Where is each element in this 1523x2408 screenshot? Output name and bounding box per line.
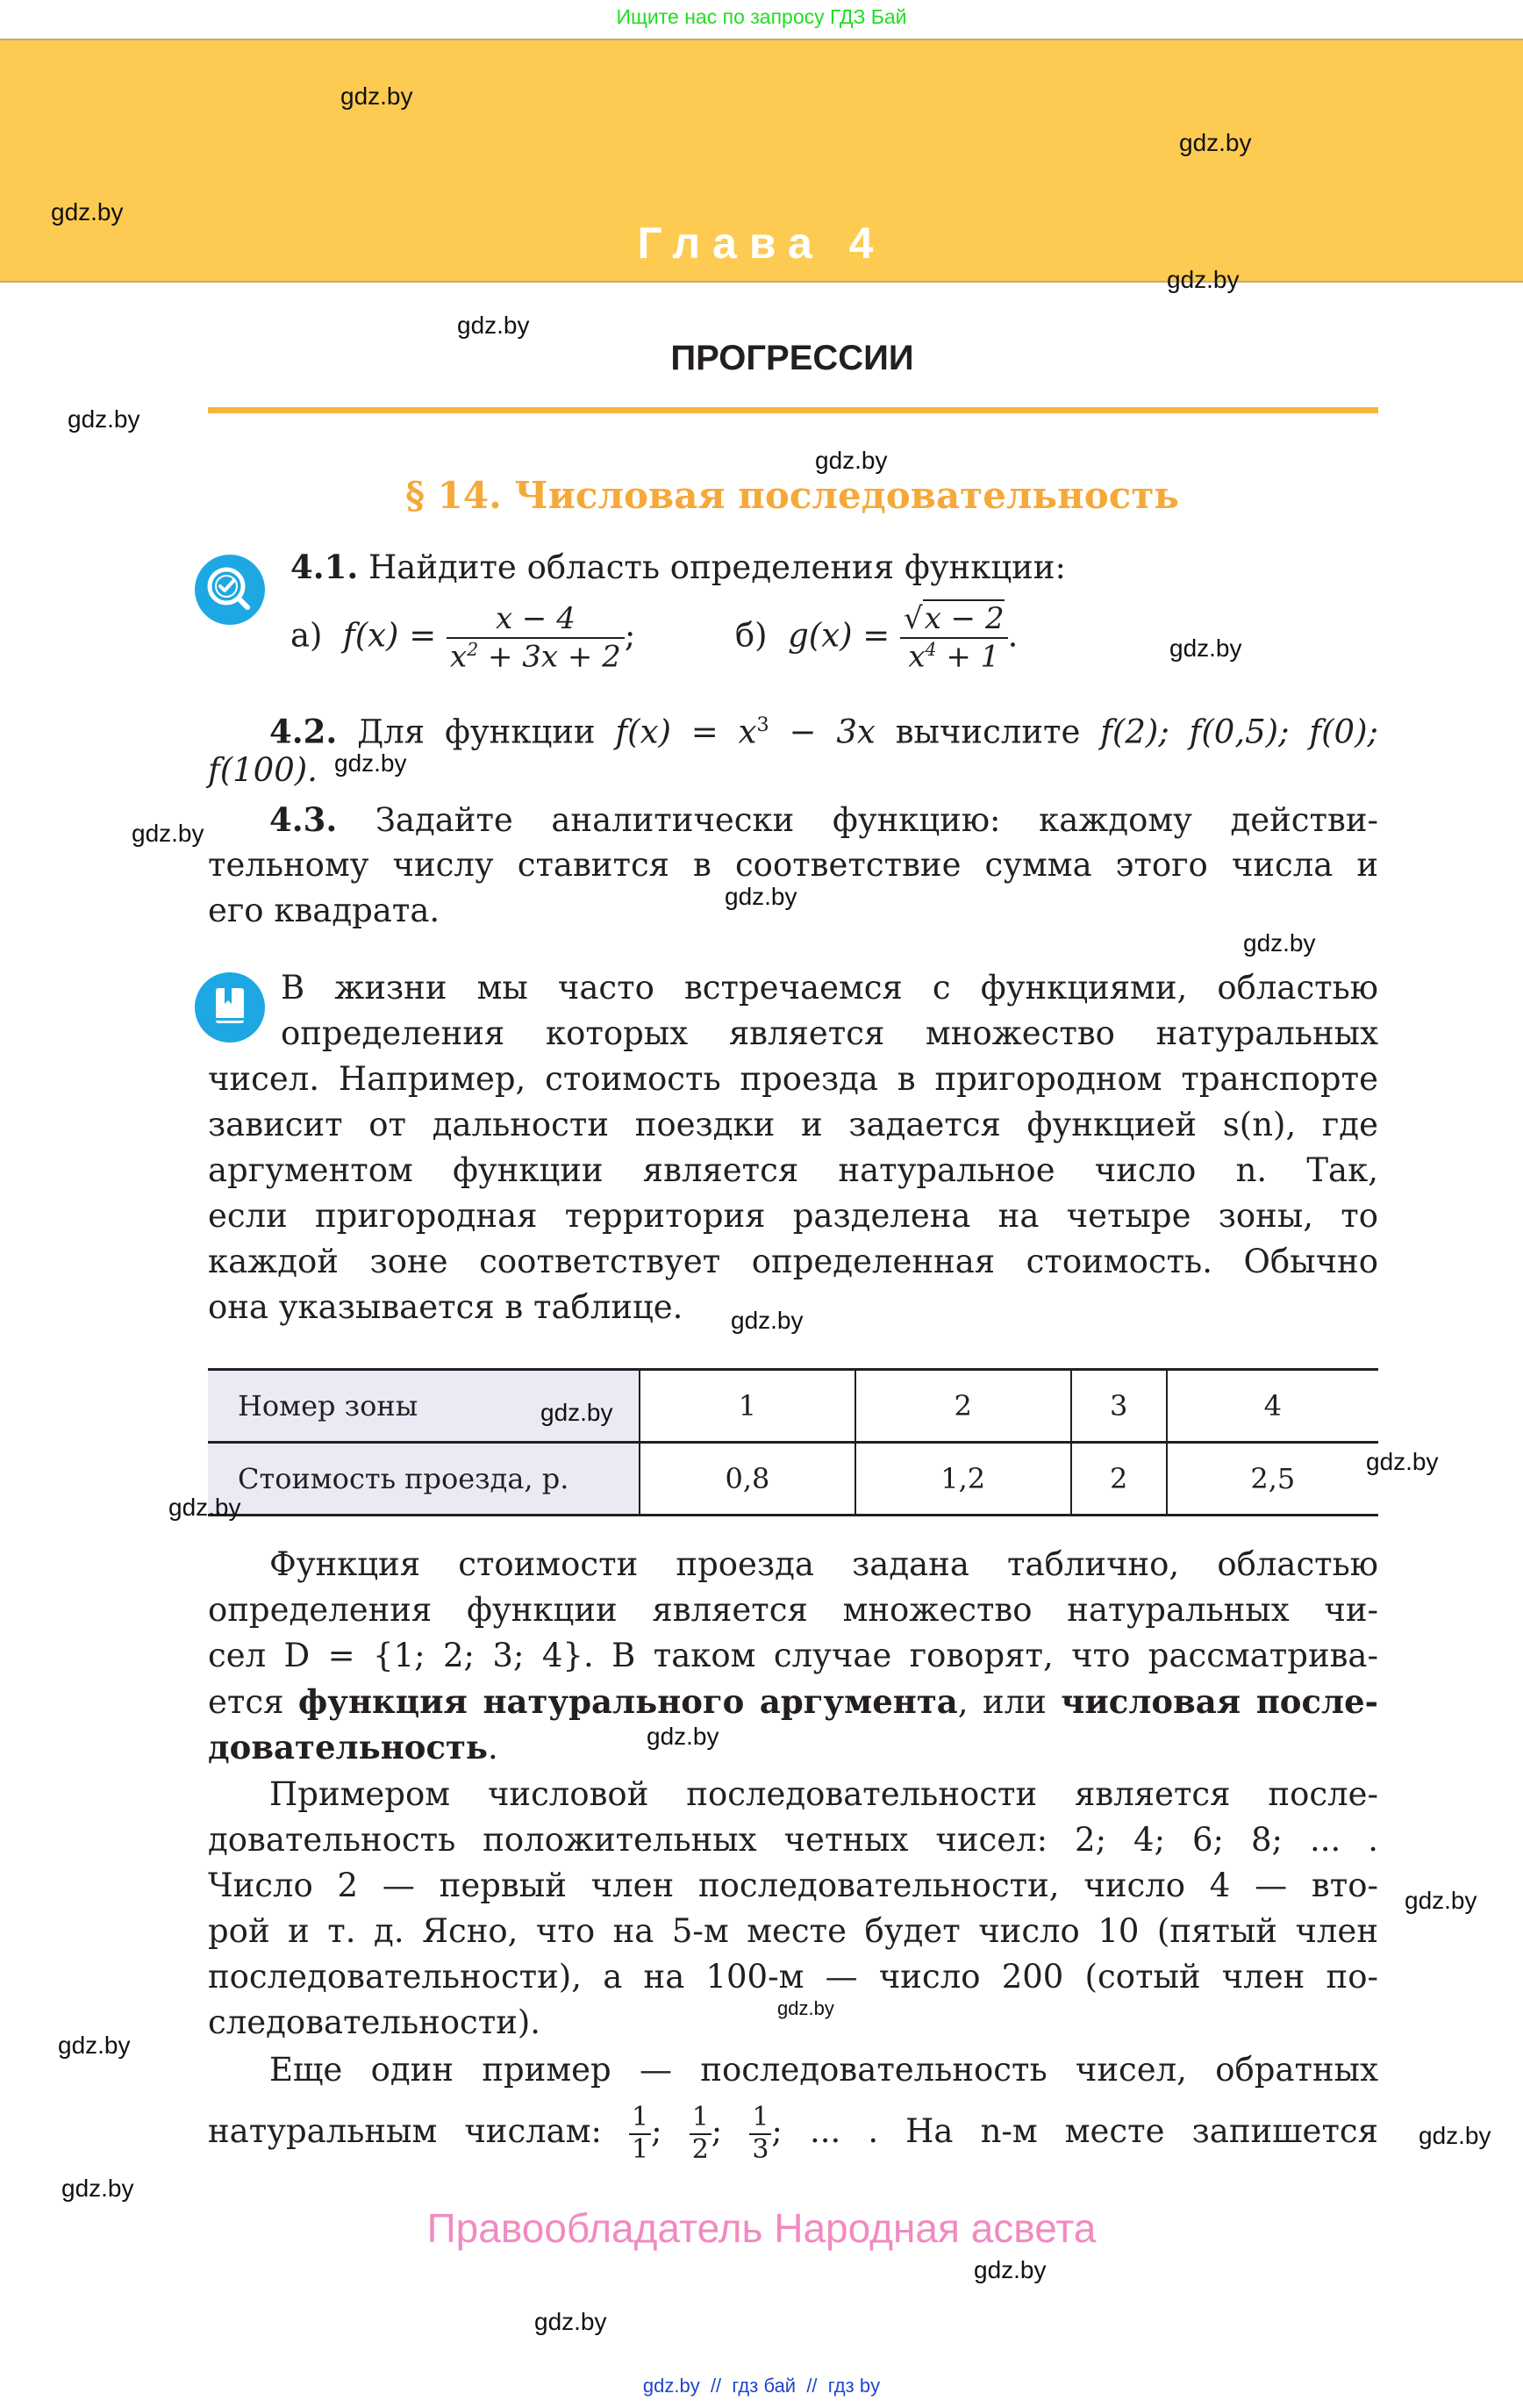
numerator: [900, 601, 1008, 639]
exercise-number: 4.2.: [269, 712, 338, 751]
formula: − 3x: [769, 713, 876, 751]
text: Для функции: [337, 713, 616, 751]
watermark: gdz.by: [168, 1494, 241, 1521]
exercise-number: 4.3.: [269, 800, 338, 839]
copyright-owner: Правообладатель Народная асвета: [426, 2205, 1097, 2251]
watermark: gdz.by: [132, 820, 204, 847]
theory-line: если пригородная территория разделена на четыре зоны, то: [208, 1197, 1378, 1235]
watermark: gdz.by: [777, 1997, 834, 2019]
section-title: § 14. Числовая последовательность: [405, 474, 1179, 517]
watermark: gdz.by: [457, 312, 530, 339]
part-title: ПРОГРЕССИИ: [670, 339, 914, 377]
fraction: [749, 2103, 771, 2165]
theory-line: каждой зоне соответствует определенная стоимость. Обычно: [208, 1243, 1378, 1280]
den-base: x: [450, 639, 468, 675]
paragraph-line: Примером числовой последовательности является после-: [269, 1775, 1378, 1813]
formula: f(x) = x: [615, 713, 757, 751]
watermark: gdz.by: [340, 82, 413, 110]
text: натуральным числам:: [208, 2112, 630, 2150]
den-rest: + 3x + 2: [478, 639, 621, 675]
top-search-banner: Ищите нас по запросу ГДЗ Бай: [616, 5, 907, 28]
exercise-4-1: [290, 544, 1378, 591]
denominator: [447, 639, 625, 675]
exercise-4-1-formulas: [290, 601, 1018, 675]
table-cell: 1,2: [855, 1443, 1071, 1516]
term-bold: функция натурального аргумента: [297, 1682, 958, 1721]
paragraph-line: Функция стоимости проезда задана таблично, областью: [269, 1545, 1378, 1583]
paragraph-line: [208, 2103, 1378, 2165]
punct: ;: [771, 2112, 783, 2150]
watermark: gdz.by: [1179, 129, 1252, 156]
fraction-a: [447, 601, 625, 675]
text: , или: [957, 1683, 1062, 1721]
theory-line: чисел. Например, стоимость проезда в пригородном транспорте: [208, 1060, 1378, 1098]
den-exp: 2: [467, 638, 479, 660]
table-cell: 4: [1167, 1370, 1378, 1443]
footer-links[interactable]: gdz.by // гдз бай // гдз by: [642, 2375, 881, 2397]
watermark: gdz.by: [815, 447, 888, 474]
watermark: gdz.by: [334, 749, 407, 777]
theory-line: В жизни мы часто встречаемся с функциями, областью: [281, 969, 1378, 1007]
fraction: [629, 2103, 651, 2165]
exercise-number: 4.1.: [290, 548, 359, 586]
exercise-4-3-line2: тельному числу ставится в соответствие сумма этого числа и: [208, 846, 1378, 884]
table-cell: 2,5: [1167, 1443, 1378, 1516]
theory-line: она указывается в таблице.: [208, 1288, 683, 1326]
term-bold: довательность: [208, 1728, 489, 1767]
watermark: gdz.by: [725, 883, 797, 910]
paragraph-line: последовательности), а на 100-м — число 200 (сотый член по-: [208, 1958, 1378, 1996]
magnifier-check-icon: [195, 555, 265, 625]
table-cell: 0,8: [640, 1443, 855, 1516]
theory-line: определения которых является множество натуральных: [281, 1014, 1378, 1052]
table-row: [208, 1443, 1378, 1516]
paragraph-line: [208, 1724, 1378, 1771]
table-cell: 3: [1071, 1370, 1167, 1443]
denominator: 1: [632, 2133, 649, 2165]
values: f(100).: [208, 751, 318, 789]
punct: .: [1007, 616, 1019, 655]
watermark: gdz.by: [51, 198, 124, 226]
watermark: gdz.by: [61, 2175, 134, 2202]
punct: ;: [651, 2112, 662, 2150]
watermark: gdz.by: [974, 2256, 1047, 2283]
formula-lhs-b: g(x) =: [788, 616, 890, 655]
text: Задайте аналитически функцию: каждому действи-: [337, 801, 1378, 839]
paragraph-line: следовательности).: [208, 2003, 541, 2041]
watermark: gdz.by: [68, 405, 140, 433]
radicand: x − 2: [924, 601, 1005, 636]
watermark: gdz.by: [1169, 634, 1242, 662]
book-icon: [195, 972, 265, 1043]
watermark: gdz.by: [731, 1307, 804, 1334]
punct: ;: [624, 616, 636, 655]
paragraph-line: рой и т. д. Ясно, что на 5-м месте будет число 10 (пятый член: [208, 1912, 1378, 1950]
table-cell: 1: [640, 1370, 855, 1443]
paragraph-line: Число 2 — первый член последовательности, число 4 — вто-: [208, 1867, 1378, 1904]
table-row: [208, 1370, 1378, 1443]
watermark: gdz.by: [1167, 266, 1240, 293]
table-cell: 2: [855, 1370, 1071, 1443]
denominator: 2: [691, 2133, 709, 2165]
denominator: [900, 639, 1008, 675]
exponent: 3: [756, 713, 769, 736]
text: ется: [208, 1683, 298, 1721]
values: f(2); f(0,5); f(0);: [1100, 713, 1379, 751]
text: ... . На n-м месте запишется: [809, 2112, 1378, 2150]
paragraph-line: определения функции является множество натуральных чи-: [208, 1591, 1378, 1629]
watermark: gdz.by: [540, 1399, 613, 1426]
den-base: x: [908, 639, 926, 675]
theory-line: аргументом функции является натуральное число n. Так,: [208, 1151, 1378, 1189]
watermark: gdz.by: [534, 2308, 607, 2335]
paragraph-line: сел D = {1; 2; 3; 4}. В таком случае говорят, что рассматрива-: [208, 1637, 1378, 1674]
paragraph-line: [208, 1679, 1378, 1725]
row-label: Номер зоны: [208, 1370, 640, 1443]
numerator: 1: [690, 2103, 711, 2135]
text: вычислите: [875, 713, 1101, 751]
item-label-b: б): [734, 616, 768, 655]
punct: ;: [711, 2112, 723, 2150]
item-label-a: а): [290, 616, 323, 655]
den-rest: + 1: [936, 639, 1000, 675]
watermark: gdz.by: [58, 2032, 131, 2059]
chapter-title: Глава 4: [637, 219, 886, 268]
table-cell: 2: [1071, 1443, 1167, 1516]
fraction-b: [900, 601, 1008, 675]
denominator: 3: [752, 2133, 769, 2165]
den-exp: 4: [925, 638, 937, 660]
row-label: Стоимость проезда, р.: [208, 1443, 640, 1516]
fare-table: [208, 1368, 1378, 1516]
text: .: [488, 1729, 498, 1767]
exercise-4-3-line3: его квадрата.: [208, 892, 440, 929]
watermark: gdz.by: [1366, 1448, 1439, 1475]
formula-lhs-a: f(x) =: [343, 616, 437, 655]
numerator: x − 4: [447, 601, 625, 639]
watermark: gdz.by: [1243, 929, 1316, 957]
fraction: [690, 2103, 711, 2165]
numerator: 1: [629, 2103, 651, 2135]
divider-rule: [208, 407, 1378, 413]
exercise-4-3-line1: [208, 797, 1378, 843]
watermark: gdz.by: [647, 1723, 719, 1750]
exercise-text: Найдите область определения функции:: [368, 548, 1066, 586]
term-bold: числовая после-: [1061, 1682, 1378, 1721]
paragraph-line: Еще один пример — последовательность чисел, обратных: [269, 2051, 1378, 2089]
sqrt-sign: √: [904, 601, 923, 636]
watermark: gdz.by: [1405, 1887, 1477, 1914]
numerator: 1: [749, 2103, 771, 2135]
watermark: gdz.by: [1419, 2122, 1491, 2149]
theory-line: зависит от дальности поездки и задается функцией s(n), где: [208, 1106, 1378, 1143]
paragraph-line: довательность положительных четных чисел: 2; 4; 6; 8; ... .: [208, 1821, 1378, 1859]
